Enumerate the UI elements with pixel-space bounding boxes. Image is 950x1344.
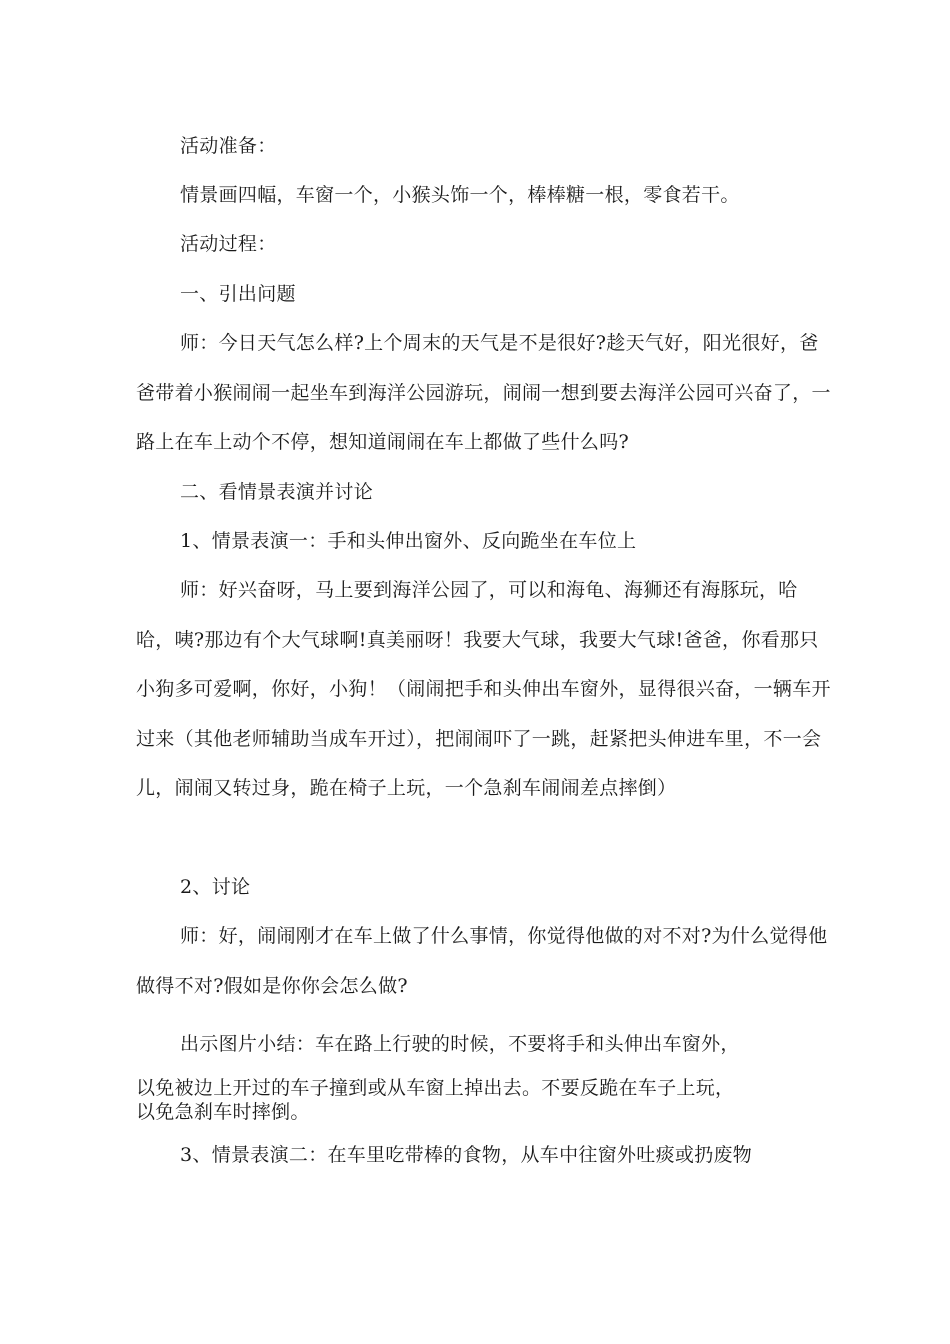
heading-activity-process: 活动过程： [180,233,277,255]
heading-section-one: 一、引出问题 [180,283,296,305]
paragraph-scene-one-script: 师：好兴奋呀，马上要到海洋公园了，可以和海龟、海狮还有海豚玩，哈哈，咦?那边有个大气球啊!真美丽呀！我要大气球，我要大气球!爸爸，你看那只小狗多可爱啊，你好，小狗！（闹闹把手和头伸出车窗外，显得很兴奋，一辆车开过来（其他老师辅助当成车开过），把闹闹吓了一跳，赶紧把头伸进车里，不一会儿，闹闹又转过身，跪在椅子上玩，一个急刹车闹闹差点摔倒） [136,579,831,799]
heading-discussion: 2、讨论 [180,876,251,898]
paragraph-summary-line1: 出示图片小结：车在路上行驶的时候，不要将手和头伸出车窗外， [180,1033,740,1055]
paragraph-discussion: 师：好，闹闹刚才在车上做了什么事情，你觉得他做的对不对?为什么觉得他做得不对?假如是你你会怎么做? [136,925,828,997]
heading-scene-one: 1、情景表演一：手和头伸出窗外、反向跪坐在车位上 [180,530,637,552]
paragraph-teacher-intro: 师：今日天气怎么样?上个周末的天气是不是很好?趁天气好，阳光很好，爸爸带着小猴闹闹一起坐车到海洋公园游玩，闹闹一想到要去海洋公园可兴奋了，一路上在车上动个不停，想知道闹闹在车上都做了些什么吗? [136,332,831,453]
paragraph-summary-line3: 以免急刹车时摔倒。 [136,1101,310,1123]
heading-section-two: 二、看情景表演并讨论 [180,481,374,503]
heading-activity-preparation: 活动准备： [180,135,277,157]
heading-scene-two: 3、情景表演二：在车里吃带棒的食物，从车中往窗外吐痰或扔废物 [180,1144,753,1166]
paragraph-summary-line2: 以免被边上开过的车子撞到或从车窗上掉出去。不要反跪在车子上玩， [136,1077,735,1099]
paragraph-materials: 情景画四幅，车窗一个，小猴头饰一个，棒棒糖一根，零食若干。 [180,184,740,206]
